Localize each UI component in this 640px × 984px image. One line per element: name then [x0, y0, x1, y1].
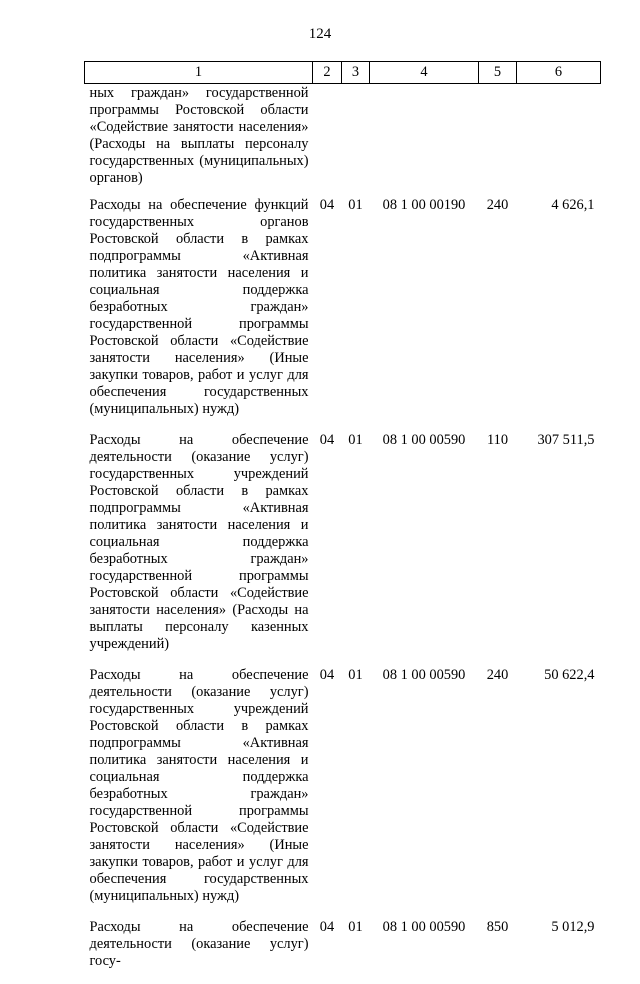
- row-target-article: 08 1 00 00190: [382, 197, 466, 213]
- row-description: Расходы на обеспечение деятельности (оказание услуг) госу-: [89, 919, 309, 969]
- row-section-code: 04: [319, 432, 335, 448]
- row-amount: 50 622,4: [544, 667, 595, 683]
- row-expense-type: 110: [486, 432, 509, 448]
- row-subsection-code: 01: [348, 667, 363, 683]
- row-section-code: 04: [319, 667, 335, 683]
- row-section-code: [313, 84, 342, 198]
- table-row: [85, 84, 601, 198]
- row-description: Расходы на обеспечение деятельности (оказание услуг) государственных учреждений Ростовской области в рамках подпрограммы «Активная политика занятости населения и социальная поддержка безработных граждан» государственной программы Ростовской области «Содействие занятости населения» (Иные закупки товаров, работ и услуг для обеспечения государственных (муниципальных) нужд): [89, 667, 309, 904]
- row-expense-type: 240: [486, 197, 509, 213]
- row-section-code: 04: [319, 197, 335, 213]
- row-description: ных граждан» государственной программы Ростовской области «Содействие занятости населения» (Расходы на выплаты персоналу государственных (муниципальных) органов): [89, 85, 309, 186]
- budget-table: [84, 61, 601, 984]
- column-header-3: 3: [342, 62, 370, 84]
- row-amount: 5 012,9: [551, 919, 595, 935]
- row-amount: 4 626,1: [551, 197, 595, 213]
- row-target-article: 08 1 00 00590: [382, 667, 466, 683]
- column-header-4: 4: [370, 62, 479, 84]
- table-row: [85, 919, 601, 984]
- row-amount: 307 511,5: [537, 432, 595, 448]
- column-header-5: 5: [479, 62, 517, 84]
- column-header-6: 6: [517, 62, 601, 84]
- table-row: [85, 667, 601, 919]
- row-expense-type: [479, 84, 517, 198]
- row-subsection-code: [342, 84, 370, 198]
- row-subsection-code: 01: [348, 197, 363, 213]
- row-expense-type: 240: [486, 667, 509, 683]
- table-row: [85, 197, 601, 432]
- table-row: [85, 432, 601, 667]
- column-header-2: 2: [313, 62, 342, 84]
- row-expense-type: 850: [486, 919, 509, 935]
- row-subsection-code: 01: [348, 919, 363, 935]
- row-target-article: [370, 84, 479, 198]
- header-row: [85, 62, 601, 84]
- row-subsection-code: 01: [348, 432, 363, 448]
- row-description: Расходы на обеспечение деятельности (оказание услуг) государственных учреждений Ростовской области в рамках подпрограммы «Активная политика занятости населения и социальная поддержка безработных граждан» государственной программы Ростовской области «Содействие занятости населения» (Расходы на выплаты персоналу казенных учреждений): [89, 432, 309, 652]
- row-amount: [517, 84, 601, 198]
- row-section-code: 04: [319, 919, 335, 935]
- column-header-1: 1: [85, 62, 313, 84]
- page-number: 124: [308, 26, 332, 42]
- row-description: Расходы на обеспечение функций государственных органов Ростовской области в рамках подпрограммы «Активная политика занятости населения и социальная поддержка безработных граждан» государственной программы Ростовской области «Содействие занятости населения» (Иные закупки товаров, работ и услуг для обеспечения государственных (муниципальных) нужд): [89, 197, 309, 417]
- row-target-article: 08 1 00 00590: [382, 432, 466, 448]
- row-target-article: 08 1 00 00590: [382, 919, 466, 935]
